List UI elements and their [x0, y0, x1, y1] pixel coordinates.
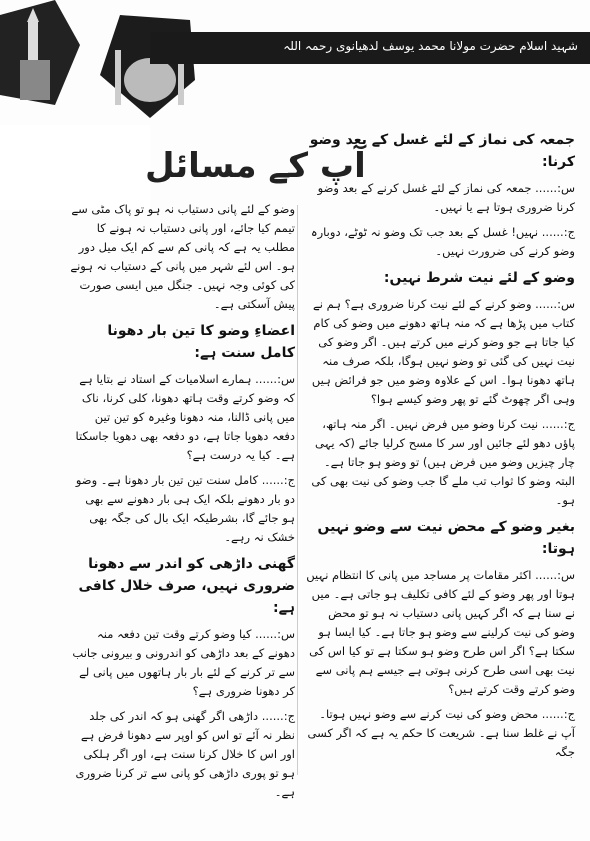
right-column: [305, 125, 575, 768]
paragraph: س:...... اکثر مقامات پر مساجد میں پانی کا انتظام نہیں ہوتا اور پھر وضو کے لئے کافی تکلیف ہو جاتی ہے۔ میں نے سنا ہے کہ اگر کہیں پانی دستیاب نہ ہو تو محض وضو کی نیت کرلینے سے وضو ہو جاتا ہے۔ کیا ایسا ہو سکتا ہے؟ اگر اس طرح وضو ہو سکتا ہے تو کیا اس کی نیت بھی اسی طرح کرنی ہوتی ہے جیسے ہم پانی سے وضو کرتے وقت کرتے ہیں؟: [306, 568, 575, 696]
header-banner: [0, 0, 590, 120]
paragraph: س:...... جمعہ کی نماز کے لئے غسل کرنے کے بعد وضو کرنا ضروری ہوتا ہے یا نہیں۔: [317, 181, 575, 214]
section-heading: گھنی داڑھی کو اندر سے دھونا ضروری نہیں، صرف خلال کافی ہے:: [78, 556, 295, 616]
paragraph: س:...... کیا وضو کرتے وقت تین دفعہ منہ دھونے کے بعد داڑھی کو اندرونی و بیرونی جانب سے تر کرنے کے لئے بار بار ہاتھوں میں پانی لے کر دھونا ضروری ہے؟: [72, 627, 295, 698]
section-heading: وضو کے لئے نیت شرط نہیں:: [383, 270, 575, 286]
paragraph: س:...... وضو کرنے کے لئے نیت کرنا ضروری ہے؟ ہم نے کتاب میں پڑھا ہے کہ منہ ہاتھ دھونے میں وضو کی کام کیا جاتا ہے جو وضو کرنے میں کرتے ہیں۔ اگر وضو کی نیت نہیں کی گئی تو وضو نہیں ہوگا، بلکہ صرف منہ ہاتھ دھونا ہوا۔ اس کے علاوہ وضو میں جو فرائض ہیں وہی اگر چھوٹ گئے تو پھر وضو کیسے ہوا؟: [311, 297, 575, 406]
paragraph: وضو کے لئے پانی دستیاب نہ ہو تو پاک مٹی سے تیمم کیا جائے، اور پانی دستیاب نہ ہونے کا مطلب یہ ہے کہ پانی کم سے کم ایک میل دور ہو۔ اس لئے شہر میں پانی کے دستیاب نہ ہونے کی کوئی وجہ نہیں۔ جنگل میں ایسی صورت پیش آسکتی ہے۔: [70, 202, 295, 311]
mosque-minaret-image: [0, 0, 80, 110]
paragraph: ج:...... داڑھی اگر گھنی ہو کہ اندر کی جلد نظر نہ آئے تو اس کو اوپر سے دھونا فرض ہے اور اس کا خلال کرنا سنت ہے، اور اگر ہلکی ہو تو پوری داڑھی کو پانی سے تر کرنا ضروری ہے۔: [75, 709, 295, 799]
section-heading: جمعہ کی نماز کے لئے غسل کے بعد وضو کرنا:: [309, 132, 575, 170]
paragraph: ج:...... محض وضو کی نیت کرنے سے وضو نہیں ہوتا۔ آپ نے غلط سنا ہے۔ شریعت کا حکم یہ ہے کہ اگر کسی جگہ: [307, 707, 575, 759]
paragraph: ج:...... نہیں! غسل کے بعد جب تک وضو نہ ٹوٹے، دوبارہ وضو کرنے کی ضرورت نہیں۔: [310, 225, 575, 258]
paragraph: ج:...... نیت کرنا وضو میں فرض نہیں۔ اگر منہ ہاتھ، پاؤں دھو لئے جائیں اور سر کا مسح کرلیا جائے (کہ یہی چار چیزیں وضو میں فرض ہیں) تو وضو ہو جاتا ہے۔ البتہ وضو کا ثواب تب ملے گا جب وضو کی نیت بھی کی ہو۔: [311, 417, 575, 507]
column-divider: [297, 205, 298, 775]
left-column: [70, 200, 295, 808]
paragraph: ج:...... کامل سنت تین تین بار دھونا ہے۔ وضو دو بار دھونے بلکہ ایک ہی بار دھونے سے بھی ہو جائے گا، بشرطیکہ ایک بال کی جگہ بھی خشک نہ رہے۔: [75, 473, 295, 544]
author-name: شہید اسلام حضرت مولانا محمد یوسف لدھیانوی رحمہ اللہ: [283, 39, 578, 53]
section-heading: اعضاءِ وضو کا تین بار دھونا کامل سنت ہے:: [107, 323, 295, 361]
paragraph: س:...... ہمارے اسلامیات کے استاد نے بتایا ہے کہ وضو کرتے وقت ہاتھ دھونا، کلی کرنا، ناک میں پانی ڈالنا، منہ دھونا وغیرہ کو تین تین دفعہ دھویا جاتا ہے، دو دفعہ بھی دھویا جاسکتا ہے۔ کیا یہ درست ہے؟: [75, 372, 295, 462]
mosque-dome-image: [100, 10, 195, 120]
section-heading: بغیر وضو کے محض نیت سے وضو نہیں ہوتا:: [317, 519, 575, 557]
section-logo-text: آپ کے مسائل: [145, 146, 366, 186]
author-band: [150, 32, 590, 64]
